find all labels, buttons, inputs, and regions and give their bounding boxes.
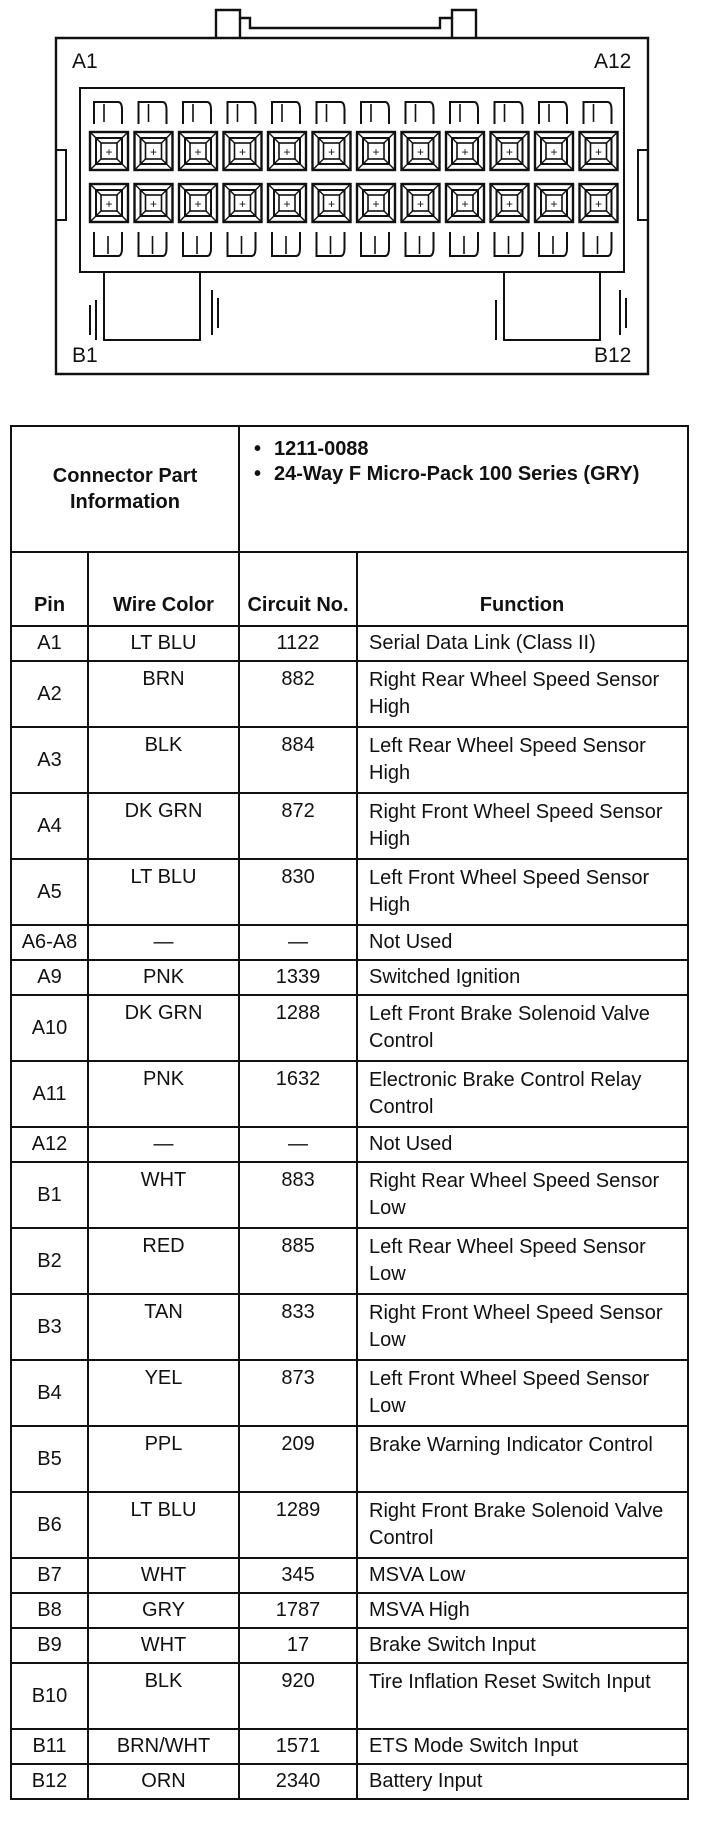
pin-cavity: [313, 184, 351, 222]
table-row: [11, 1663, 688, 1729]
connector-part-info-values: [239, 426, 688, 552]
wire-color-cell: YEL: [88, 1360, 239, 1426]
pin-header: Pin: [11, 552, 88, 626]
function-cell: Right Front Wheel Speed Sensor High: [357, 793, 688, 859]
svg-text:+: +: [416, 197, 425, 211]
svg-text:+: +: [194, 145, 202, 159]
pin-cell: B5: [11, 1426, 88, 1492]
table-row: [11, 793, 688, 859]
pin-cell: A3: [11, 727, 88, 793]
function-header: Function: [357, 552, 688, 626]
table-row: [11, 727, 688, 793]
pin-cavity: [313, 132, 351, 170]
svg-text:+: +: [283, 145, 291, 159]
pin-cell: B11: [11, 1729, 88, 1764]
table-row: [11, 995, 688, 1061]
wire-color-cell: DK GRN: [88, 793, 239, 859]
circuit-cell: 882: [239, 661, 357, 727]
wire-color-cell: WHT: [88, 1558, 239, 1593]
terminal-tab: [406, 102, 434, 124]
pin-cavity: [402, 184, 440, 222]
svg-text:+: +: [105, 145, 113, 159]
part-number: • 1211-0088: [252, 437, 679, 462]
pin-cavity: [357, 132, 395, 170]
svg-text:+: +: [461, 197, 469, 211]
wire-color-header: Wire Color: [88, 552, 239, 626]
pin-cavity: [179, 184, 217, 222]
terminal-tab: [139, 102, 167, 124]
pin-label-top-left: A1: [72, 50, 98, 73]
function-cell: Left Front Wheel Speed Sensor Low: [357, 1360, 688, 1426]
wire-color-cell: BRN/WHT: [88, 1729, 239, 1764]
pin-cell: A11: [11, 1061, 88, 1127]
terminal-tab: [539, 102, 567, 124]
pin-cell: A1: [11, 626, 88, 661]
pin-cell: A12: [11, 1127, 88, 1162]
function-cell: Right Front Wheel Speed Sensor Low: [357, 1294, 688, 1360]
circuit-cell: 1787: [239, 1593, 357, 1628]
svg-text:+: +: [505, 145, 514, 159]
svg-text:+: +: [594, 145, 603, 159]
terminal-tab: [450, 102, 478, 124]
pin-cavity: [580, 184, 618, 222]
circuit-cell: 872: [239, 793, 357, 859]
pin-cavity: [224, 132, 262, 170]
svg-text:+: +: [149, 197, 158, 211]
circuit-cell: 1289: [239, 1492, 357, 1558]
circuit-header: Circuit No.: [239, 552, 357, 626]
table-row: [11, 1764, 688, 1799]
svg-text:+: +: [416, 145, 425, 159]
pin-label-top-right: A12: [594, 50, 632, 73]
function-cell: Right Rear Wheel Speed Sensor Low: [357, 1162, 688, 1228]
terminal-tab: [317, 102, 345, 124]
table-row: [11, 1127, 688, 1162]
pin-cell: A10: [11, 995, 88, 1061]
table-row: [11, 1294, 688, 1360]
svg-text:+: +: [149, 145, 158, 159]
function-cell: Not Used: [357, 1127, 688, 1162]
pin-cell: B9: [11, 1628, 88, 1663]
connector-part-info-label: Connector Part Information: [11, 426, 239, 552]
circuit-cell: 830: [239, 859, 357, 925]
pin-cavity: [580, 132, 618, 170]
svg-text:+: +: [550, 145, 558, 159]
terminal-tab: [228, 102, 256, 124]
circuit-cell: 873: [239, 1360, 357, 1426]
connector-table: [10, 425, 687, 1800]
circuit-cell: 2340: [239, 1764, 357, 1799]
svg-text:+: +: [372, 197, 380, 211]
pin-cavity: [90, 132, 128, 170]
pin-cavity: [268, 184, 306, 222]
wire-color-cell: —: [88, 1127, 239, 1162]
terminal-tab: [183, 102, 211, 124]
pin-cell: B12: [11, 1764, 88, 1799]
pin-cavity: [535, 132, 573, 170]
circuit-cell: 883: [239, 1162, 357, 1228]
pin-cavity: [446, 184, 484, 222]
function-cell: Right Rear Wheel Speed Sensor High: [357, 661, 688, 727]
function-cell: Brake Warning Indicator Control: [357, 1426, 688, 1492]
table-row: [11, 1729, 688, 1764]
pin-cavity: [535, 184, 573, 222]
wire-color-cell: BRN: [88, 661, 239, 727]
wire-color-cell: WHT: [88, 1628, 239, 1663]
table-row: [11, 1360, 688, 1426]
pin-cell: A6-A8: [11, 925, 88, 960]
pin-grid: [90, 102, 618, 256]
wire-color-cell: PNK: [88, 1061, 239, 1127]
pin-cell: B7: [11, 1558, 88, 1593]
function-cell: MSVA Low: [357, 1558, 688, 1593]
pin-cavity: [357, 184, 395, 222]
circuit-cell: 17: [239, 1628, 357, 1663]
pin-cell: B8: [11, 1593, 88, 1628]
info-row: [11, 426, 688, 552]
wire-color-cell: ORN: [88, 1764, 239, 1799]
function-cell: Tire Inflation Reset Switch Input: [357, 1663, 688, 1729]
wire-color-cell: —: [88, 925, 239, 960]
wire-color-cell: LT BLU: [88, 1492, 239, 1558]
wire-color-cell: PPL: [88, 1426, 239, 1492]
svg-text:+: +: [327, 145, 336, 159]
header-row: [11, 552, 688, 626]
wire-color-cell: PNK: [88, 960, 239, 995]
wire-color-cell: BLK: [88, 1663, 239, 1729]
svg-text:+: +: [461, 145, 469, 159]
svg-text:+: +: [238, 197, 247, 211]
wire-color-cell: BLK: [88, 727, 239, 793]
table-row: [11, 1558, 688, 1593]
pin-cell: B10: [11, 1663, 88, 1729]
svg-text:+: +: [505, 197, 514, 211]
wire-color-cell: RED: [88, 1228, 239, 1294]
function-cell: Left Front Brake Solenoid Valve Control: [357, 995, 688, 1061]
circuit-cell: 209: [239, 1426, 357, 1492]
table-row: [11, 661, 688, 727]
pin-cell: B3: [11, 1294, 88, 1360]
table-row: [11, 960, 688, 995]
function-cell: Serial Data Link (Class II): [357, 626, 688, 661]
circuit-cell: 1339: [239, 960, 357, 995]
connector-diagram: [0, 0, 704, 380]
svg-text:+: +: [105, 197, 113, 211]
svg-text:+: +: [194, 197, 202, 211]
circuit-cell: 1571: [239, 1729, 357, 1764]
pin-cell: A5: [11, 859, 88, 925]
circuit-cell: 1122: [239, 626, 357, 661]
table-row: [11, 1593, 688, 1628]
function-cell: Electronic Brake Control Relay Control: [357, 1061, 688, 1127]
circuit-cell: —: [239, 925, 357, 960]
circuit-cell: 345: [239, 1558, 357, 1593]
terminal-tab: [361, 102, 389, 124]
svg-text:+: +: [238, 145, 247, 159]
table-row: [11, 1162, 688, 1228]
terminal-tab: [584, 102, 612, 124]
function-cell: ETS Mode Switch Input: [357, 1729, 688, 1764]
pin-cavity: [268, 132, 306, 170]
table-row: [11, 1426, 688, 1492]
wire-color-cell: WHT: [88, 1162, 239, 1228]
wire-color-cell: GRY: [88, 1593, 239, 1628]
pin-cavity: [179, 132, 217, 170]
pin-cell: A9: [11, 960, 88, 995]
pin-cell: B6: [11, 1492, 88, 1558]
pin-label-bottom-right: B12: [594, 344, 632, 367]
pin-cell: B4: [11, 1360, 88, 1426]
table-row: [11, 626, 688, 661]
pin-cell: B2: [11, 1228, 88, 1294]
svg-text:+: +: [550, 197, 558, 211]
function-cell: Battery Input: [357, 1764, 688, 1799]
connector-description: • 24-Way F Micro-Pack 100 Series (GRY): [252, 462, 679, 487]
function-cell: MSVA High: [357, 1593, 688, 1628]
circuit-cell: 1288: [239, 995, 357, 1061]
pin-cavity: [491, 132, 529, 170]
function-cell: Not Used: [357, 925, 688, 960]
pin-cavity: [224, 184, 262, 222]
table-row: [11, 1061, 688, 1127]
table-row: [11, 1628, 688, 1663]
terminal-tab: [94, 102, 122, 124]
pin-label-bottom-left: B1: [72, 344, 98, 367]
svg-text:+: +: [594, 197, 603, 211]
function-cell: Switched Ignition: [357, 960, 688, 995]
circuit-cell: 1632: [239, 1061, 357, 1127]
table-row: [11, 1492, 688, 1558]
table-row: [11, 859, 688, 925]
pin-cavity: [402, 132, 440, 170]
svg-text:+: +: [327, 197, 336, 211]
pin-cavity: [135, 132, 173, 170]
pin-cell: A4: [11, 793, 88, 859]
wire-color-cell: TAN: [88, 1294, 239, 1360]
terminal-tab: [272, 102, 300, 124]
function-cell: Left Front Wheel Speed Sensor High: [357, 859, 688, 925]
pin-cell: A2: [11, 661, 88, 727]
function-cell: Brake Switch Input: [357, 1628, 688, 1663]
wire-color-cell: LT BLU: [88, 626, 239, 661]
wire-color-cell: LT BLU: [88, 859, 239, 925]
pin-cell: B1: [11, 1162, 88, 1228]
function-cell: Left Rear Wheel Speed Sensor Low: [357, 1228, 688, 1294]
wire-color-cell: DK GRN: [88, 995, 239, 1061]
function-cell: Right Front Brake Solenoid Valve Control: [357, 1492, 688, 1558]
svg-text:+: +: [283, 197, 291, 211]
pin-cavity: [446, 132, 484, 170]
table-row: [11, 1228, 688, 1294]
circuit-cell: 884: [239, 727, 357, 793]
table-row: [11, 925, 688, 960]
pin-cavity: [135, 184, 173, 222]
circuit-cell: —: [239, 1127, 357, 1162]
circuit-cell: 920: [239, 1663, 357, 1729]
circuit-cell: 885: [239, 1228, 357, 1294]
pin-cavity: [90, 184, 128, 222]
circuit-cell: 833: [239, 1294, 357, 1360]
svg-text:+: +: [372, 145, 380, 159]
function-cell: Left Rear Wheel Speed Sensor High: [357, 727, 688, 793]
pin-cavity: [491, 184, 529, 222]
terminal-tab: [495, 102, 523, 124]
